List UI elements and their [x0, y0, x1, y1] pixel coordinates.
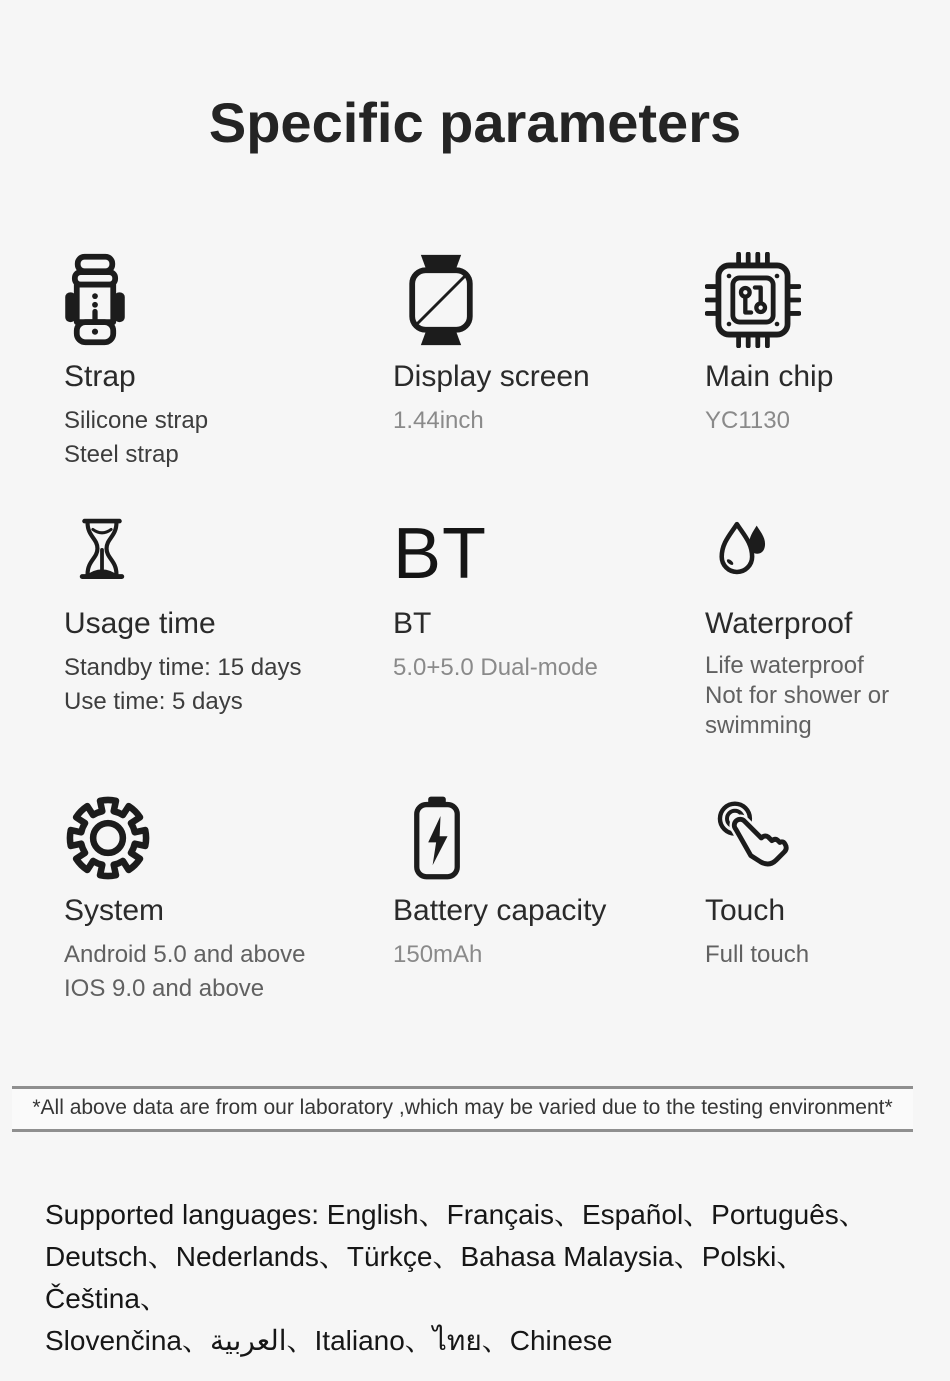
- gear-icon: [64, 794, 152, 882]
- spec-item-value: IOS 9.0 and above: [64, 975, 265, 1002]
- supported-languages-line: Supported languages: English、Français、Español、Português、: [45, 1199, 867, 1230]
- lab-disclaimer-band: [12, 1086, 913, 1132]
- spec-item-value: 5.0+5.0 Dual-mode: [393, 654, 598, 681]
- spec-item-value: 150mAh: [393, 941, 483, 968]
- supported-languages-line: Slovenčina、العربية、Italiano、ไทย、Chinese: [45, 1325, 613, 1356]
- hourglass-icon: [64, 515, 140, 591]
- spec-item-display: [393, 250, 705, 515]
- spec-item-title: Display screen: [393, 360, 590, 393]
- spec-item-title: Strap: [64, 360, 136, 393]
- spec-item-touch: [705, 790, 950, 1006]
- water-drop-icon: [705, 515, 781, 591]
- page-title: Specific parameters: [208, 91, 742, 154]
- spec-item-value: Use time: 5 days: [64, 688, 243, 715]
- smartwatch-screen-icon: [393, 252, 489, 348]
- battery-icon: [393, 794, 481, 882]
- spec-item-value: Silicone strap: [64, 407, 209, 434]
- spec-item-title: Main chip: [705, 360, 834, 393]
- lab-disclaimer-text: *All above data are from our laboratory ,which may be varied due to the testing environment*: [32, 1096, 893, 1119]
- spec-item-title: BT: [393, 607, 432, 640]
- bt-text-icon: BT: [393, 514, 488, 594]
- spec-item-waterproof: [705, 515, 950, 790]
- spec-item-title: System: [64, 894, 165, 927]
- spec-item-value: Steel strap: [64, 441, 179, 468]
- spec-item-value: Android 5.0 and above: [64, 941, 306, 968]
- chip-icon: [705, 252, 801, 348]
- supported-languages-line: Deutsch、Nederlands、Türkçe、Bahasa Malaysia、Polski、Čeština、: [45, 1241, 805, 1314]
- spec-grid: [64, 250, 950, 1006]
- spec-item-value: Not for shower or swimming: [705, 682, 890, 739]
- spec-item-value: Full touch: [705, 941, 810, 968]
- spec-item-title: Usage time: [64, 607, 216, 640]
- spec-item-value: YC1130: [705, 407, 790, 434]
- spec-item-value: Life waterproof: [705, 652, 864, 679]
- spec-item-battery: [393, 790, 705, 1006]
- watch-strap-icon: [64, 252, 126, 348]
- spec-item-title: Touch: [705, 894, 786, 927]
- supported-languages: [45, 1194, 920, 1362]
- spec-item-title: Battery capacity: [393, 894, 607, 927]
- spec-item-system: [64, 790, 393, 1006]
- spec-item-usage-time: [64, 515, 393, 790]
- spec-item-chip: [705, 250, 950, 515]
- spec-item-bt: [393, 515, 705, 790]
- touch-icon: [705, 794, 793, 882]
- spec-item-value: 1.44inch: [393, 407, 484, 434]
- spec-item-value: Standby time: 15 days: [64, 654, 302, 681]
- spec-item-strap: [64, 250, 393, 515]
- spec-item-title: Waterproof: [705, 607, 853, 640]
